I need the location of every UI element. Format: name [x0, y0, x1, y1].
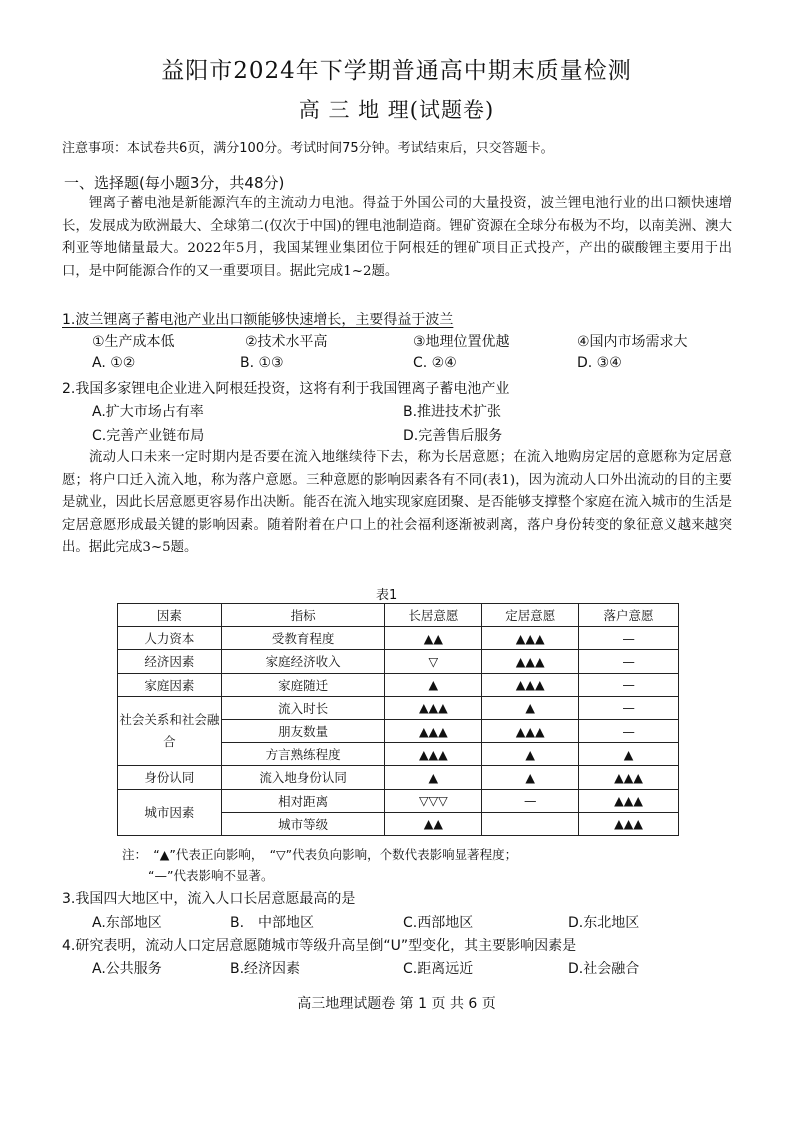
settle-cell: ▲▲▲ [482, 627, 579, 650]
q1-item-1: ①生产成本低 [92, 334, 175, 350]
q3-option-b[interactable]: B. 中部地区 [230, 915, 315, 931]
q2-option-b[interactable]: B.推进技术扩张 [403, 404, 502, 420]
factor-cell: 城市因素 [118, 789, 222, 835]
table-row [118, 627, 679, 650]
q1-option-b[interactable]: B. ①③ [240, 355, 284, 371]
indicator-cell: 家庭随迁 [221, 673, 385, 696]
factor-cell: 家庭因素 [118, 673, 222, 696]
table-row [118, 766, 679, 789]
indicator-cell: 家庭经济收入 [221, 650, 385, 673]
long-stay-cell: ▽▽▽ [385, 789, 482, 812]
table-row [118, 673, 679, 696]
hukou-cell: — [579, 650, 679, 673]
settle-cell: ▲ [482, 696, 579, 719]
hukou-cell: ▲▲▲ [579, 789, 679, 812]
q2-option-c[interactable]: C.完善产业链布局 [92, 428, 205, 444]
long-stay-cell: ▲ [385, 673, 482, 696]
table-row [118, 650, 679, 673]
table-header-cell: 定居意愿 [482, 604, 579, 627]
settle-cell: — [482, 789, 579, 812]
table-row [118, 789, 679, 812]
factor-cell: 经济因素 [118, 650, 222, 673]
indicator-cell: 受教育程度 [221, 627, 385, 650]
hukou-cell: ▲▲▲ [579, 812, 679, 835]
section-heading: 一、选择题(每小题3分，共48分) [64, 174, 285, 192]
exam-notice: 注意事项：本试卷共6页，满分100分。考试时间75分钟。考试结束后，只交答题卡。 [62, 141, 554, 156]
settle-cell: ▲ [482, 766, 579, 789]
question-3-stem: 3.我国四大地区中，流入人口长居意愿最高的是 [62, 891, 356, 907]
long-stay-cell: ▲▲ [385, 627, 482, 650]
hukou-cell: — [579, 719, 679, 742]
long-stay-cell: ▲▲▲ [385, 719, 482, 742]
indicator-cell: 流入地身份认同 [221, 766, 385, 789]
q3-option-d[interactable]: D.东北地区 [568, 915, 640, 931]
long-stay-cell: ▽ [385, 650, 482, 673]
q4-option-d[interactable]: D.社会融合 [568, 961, 640, 977]
long-stay-cell: ▲ [385, 766, 482, 789]
settle-cell: ▲▲▲ [482, 650, 579, 673]
indicator-cell: 相对距离 [221, 789, 385, 812]
page-footer: 高三地理试题卷 第 1 页 共 6 页 [297, 996, 496, 1012]
question-2-stem: 2.我国多家锂电企业进入阿根廷投资，这将有利于我国锂离子蓄电池产业 [62, 381, 510, 397]
q1-item-2: ②技术水平高 [245, 334, 328, 350]
settle-cell [482, 812, 579, 835]
settle-cell: ▲▲▲ [482, 673, 579, 696]
indicator-cell: 朋友数量 [221, 719, 385, 742]
q1-option-a[interactable]: A. ①② [92, 355, 136, 371]
factor-cell: 社会关系和社会融合 [118, 696, 222, 766]
table-header-cell: 落户意愿 [579, 604, 679, 627]
hukou-cell: ▲ [579, 743, 679, 766]
table-note-2: “—”代表影响不显著。 [148, 868, 274, 883]
table-header-cell: 因素 [118, 604, 222, 627]
hukou-cell: ▲▲▲ [579, 766, 679, 789]
question-1-stem: 1.波兰锂离子蓄电池产业出口额能够快速增长，主要得益于波兰 [62, 312, 454, 328]
passage-2: 流动人口未来一定时期内是否要在流入地继续待下去，称为长居意愿；在流入地购房定居的意愿称为定居意愿；将户口迁入流入地，称为落户意愿。三种意愿的影响因素各有不同(表1)，因为流动人口外出流动的目的主要是就业，因此长居意愿更容易作出决断。能否在流入地实现家庭团聚、是否能够支撑整个家庭在流入城市的生活是定居意愿形成最关键的影响因素。随着附着在户口上的社会福利逐渐被剥离，落户身份转变的象征意义越来越突出。据此完成3~5题。 [62, 450, 732, 555]
long-stay-cell: ▲▲▲ [385, 743, 482, 766]
table-note-1: 注： “▲”代表正向影响， “▽”代表负向影响，个数代表影响显著程度； [122, 847, 518, 862]
passage-1: 锂离子蓄电池是新能源汽车的主流动力电池。得益于外国公司的大量投资，波兰锂电池行业的出口额快速增长，发展成为欧洲最大、全球第二(仅次于中国)的锂电池制造商。锂矿资源在全球分布极为不均，以南美洲、澳大利亚等地储量最大。2022年5月，我国某锂业集团位于阿根廷的锂矿项目正式投产，产出的碳酸锂主要用于出口，是中阿能源合作的又一重要项目。据此完成1~2题。 [62, 196, 732, 279]
q3-option-c[interactable]: C.西部地区 [403, 915, 474, 931]
exam-subtitle: 高 三 地 理(试题卷) [298, 98, 495, 122]
q1-option-c[interactable]: C. ②④ [413, 355, 457, 371]
factor-cell: 身份认同 [118, 766, 222, 789]
factor-cell: 人力资本 [118, 627, 222, 650]
q1-item-3: ③地理位置优越 [413, 334, 510, 350]
indicator-cell: 方言熟练程度 [221, 743, 385, 766]
table-header-row [118, 604, 679, 627]
q4-option-b[interactable]: B.经济因素 [230, 961, 301, 977]
q4-option-c[interactable]: C.距离远近 [403, 961, 474, 977]
hukou-cell: — [579, 627, 679, 650]
indicator-cell: 流入时长 [221, 696, 385, 719]
question-4-stem: 4.研究表明，流动人口定居意愿随城市等级升高呈倒“U”型变化，其主要影响因素是 [62, 938, 577, 954]
q3-option-a[interactable]: A.东部地区 [92, 915, 162, 931]
q1-item-4: ④国内市场需求大 [577, 334, 688, 350]
table-header-cell: 长居意愿 [385, 604, 482, 627]
indicator-cell: 城市等级 [221, 812, 385, 835]
q2-option-d[interactable]: D.完善售后服务 [403, 428, 503, 444]
q4-option-a[interactable]: A.公共服务 [92, 961, 162, 977]
influence-table [117, 603, 679, 836]
long-stay-cell: ▲▲ [385, 812, 482, 835]
exam-title: 益阳市2024年下学期普通高中期末质量检测 [161, 58, 632, 84]
table-row [118, 696, 679, 719]
q2-option-a[interactable]: A.扩大市场占有率 [92, 404, 204, 420]
settle-cell: ▲ [482, 743, 579, 766]
settle-cell: ▲▲▲ [482, 719, 579, 742]
table-header-cell: 指标 [221, 604, 385, 627]
hukou-cell: — [579, 673, 679, 696]
long-stay-cell: ▲▲▲ [385, 696, 482, 719]
table-caption: 表1 [376, 588, 398, 603]
hukou-cell: — [579, 696, 679, 719]
q1-option-d[interactable]: D. ③④ [577, 355, 622, 371]
